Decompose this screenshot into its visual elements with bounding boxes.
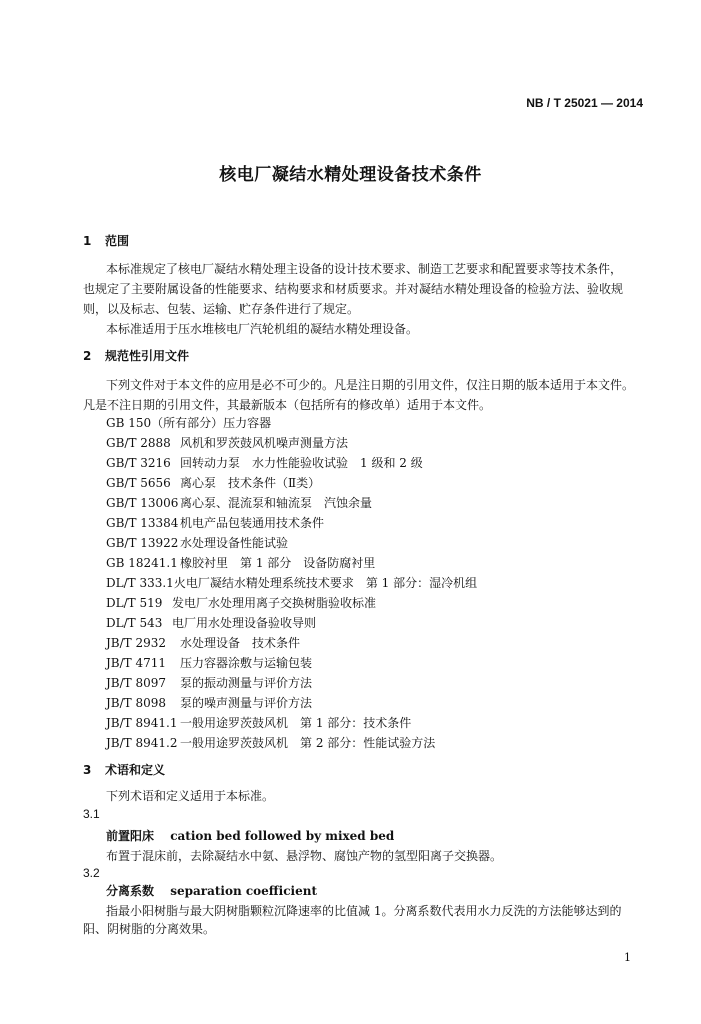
- page-number: 1: [624, 951, 631, 964]
- reference-entry: [106, 734, 435, 751]
- term-chinese: 前置阳床: [106, 829, 155, 843]
- reference-entry: [106, 674, 312, 691]
- scope-line-1: 本标准规定了核电厂凝结水精处理主设备的设计技术要求、制造工艺要求和配置要求等技术条件，: [106, 262, 623, 276]
- reference-code: DL/T 333.1: [106, 576, 174, 590]
- reference-title: 火电厂凝结水精处理系统技术要求 第 1 部分：湿冷机组: [173, 576, 478, 590]
- reference-entry: [106, 554, 375, 571]
- section-title: 范围: [105, 234, 130, 248]
- reference-entry: [106, 694, 312, 711]
- section-title: 术语和定义: [105, 763, 166, 777]
- term-chinese: 分离系数: [106, 884, 155, 898]
- reference-title: 离心泵 技术条件（Ⅱ类）: [180, 476, 321, 490]
- reference-entry: [106, 714, 411, 731]
- reference-code: GB/T 2888: [106, 436, 171, 450]
- reference-title: 风机和罗茨鼓风机噪声测量方法: [180, 436, 349, 450]
- reference-code: DL/T 543: [106, 616, 163, 630]
- reference-entry: [106, 494, 372, 511]
- term-heading: [106, 882, 317, 899]
- reference-code: GB 18241.1: [106, 556, 178, 570]
- reference-entry: [106, 614, 316, 631]
- reference-code: DL/T 519: [106, 596, 163, 610]
- reference-code: JB/T 8098: [106, 696, 167, 710]
- section-number: 1: [83, 234, 92, 248]
- reference-entry: [106, 474, 320, 491]
- standard-code: NB / T 25021 — 2014: [526, 96, 643, 110]
- reference-entry: [106, 514, 324, 531]
- reference-title: 回转动力泵 水力性能验收试验 1 级和 2 级: [180, 456, 423, 470]
- reference-entry: [106, 534, 288, 551]
- reference-title: 泵的噪声测量与评价方法: [180, 696, 313, 710]
- reference-title: 压力容器: [223, 416, 272, 430]
- reference-entry: [106, 414, 271, 431]
- reference-code: GB/T 3216: [106, 456, 171, 470]
- term-definition-continued: 阳、阴树脂的分离效果。: [83, 922, 216, 936]
- section-title: 规范性引用文件: [105, 349, 190, 363]
- reference-code: GB/T 13006: [106, 496, 179, 510]
- reference-entry: [106, 594, 376, 611]
- reference-title: 发电厂水处理用离子交换树脂验收标准: [172, 596, 377, 610]
- normative-intro-line-1: 下列文件对于本文件的应用是必不可少的。凡是注日期的引用文件，仅注日期的版本适用于本文件。: [106, 378, 635, 392]
- reference-entry: [106, 654, 312, 671]
- reference-code: JB/T 8941.1: [106, 716, 178, 730]
- reference-title: 水处理设备 技术条件: [180, 636, 301, 650]
- reference-title: 橡胶衬里 第 1 部分 设备防腐衬里: [180, 556, 376, 570]
- section-2-heading: [83, 347, 189, 364]
- reference-title: 泵的振动测量与评价方法: [180, 676, 313, 690]
- reference-title: 离心泵、混流泵和轴流泵 汽蚀余量: [180, 496, 373, 510]
- reference-entry: [106, 634, 300, 651]
- reference-title: 电厂用水处理设备验收导则: [172, 616, 317, 630]
- reference-title: 机电产品包装通用技术条件: [180, 516, 325, 530]
- term-definition: 布置于混床前，去除凝结水中氨、悬浮物、腐蚀产物的氢型阳离子交换器。: [106, 849, 503, 863]
- reference-code: JB/T 4711: [106, 656, 167, 670]
- reference-title: 压力容器涂敷与运输包装: [180, 656, 313, 670]
- normative-intro-line-2: 凡是不注日期的引用文件，其最新版本（包括所有的修改单）适用于本文件。: [83, 398, 492, 412]
- term-definition: 指最小阳树脂与最大阴树脂颗粒沉降速率的比值减 1。分离系数代表用水力反洗的方法能够达到的: [106, 904, 622, 918]
- reference-entry: [106, 574, 477, 591]
- terms-intro: 下列术语和定义适用于本标准。: [106, 789, 275, 803]
- section-number: 3: [83, 763, 92, 777]
- reference-code: JB/T 2932: [106, 636, 167, 650]
- reference-code: GB/T 13384: [106, 516, 179, 530]
- reference-code: GB/T 13922: [106, 536, 179, 550]
- reference-code: JB/T 8097: [106, 676, 167, 690]
- section-3-heading: [83, 761, 165, 778]
- scope-line-4: 本标准适用于压水堆核电厂汽轮机组的凝结水精处理设备。: [106, 322, 419, 336]
- scope-line-2: 也规定了主要附属设备的性能要求、结构要求和材质要求。并对凝结水精处理设备的检验方法、验收规: [83, 282, 624, 296]
- term-number: 3.1: [83, 807, 100, 821]
- section-1-heading: [83, 232, 129, 249]
- reference-code: GB 150（所有部分）: [106, 416, 224, 430]
- term-heading: [106, 827, 394, 844]
- section-number: 2: [83, 349, 92, 363]
- document-title: 核电厂凝结水精处理设备技术条件: [219, 165, 482, 185]
- reference-code: GB/T 5656: [106, 476, 171, 490]
- term-english: separation coefficient: [170, 884, 317, 898]
- scope-line-3: 则，以及标志、包装、运输、贮存条件进行了规定。: [83, 302, 360, 316]
- reference-title: 一般用途罗茨鼓风机 第 1 部分：技术条件: [180, 716, 412, 730]
- term-english: cation bed followed by mixed bed: [170, 829, 395, 843]
- term-number: 3.2: [83, 866, 100, 880]
- reference-title: 水处理设备性能试验: [180, 536, 289, 550]
- reference-code: JB/T 8941.2: [106, 736, 178, 750]
- reference-entry: [106, 454, 423, 471]
- reference-title: 一般用途罗茨鼓风机 第 2 部分：性能试验方法: [180, 736, 436, 750]
- reference-entry: [106, 434, 348, 451]
